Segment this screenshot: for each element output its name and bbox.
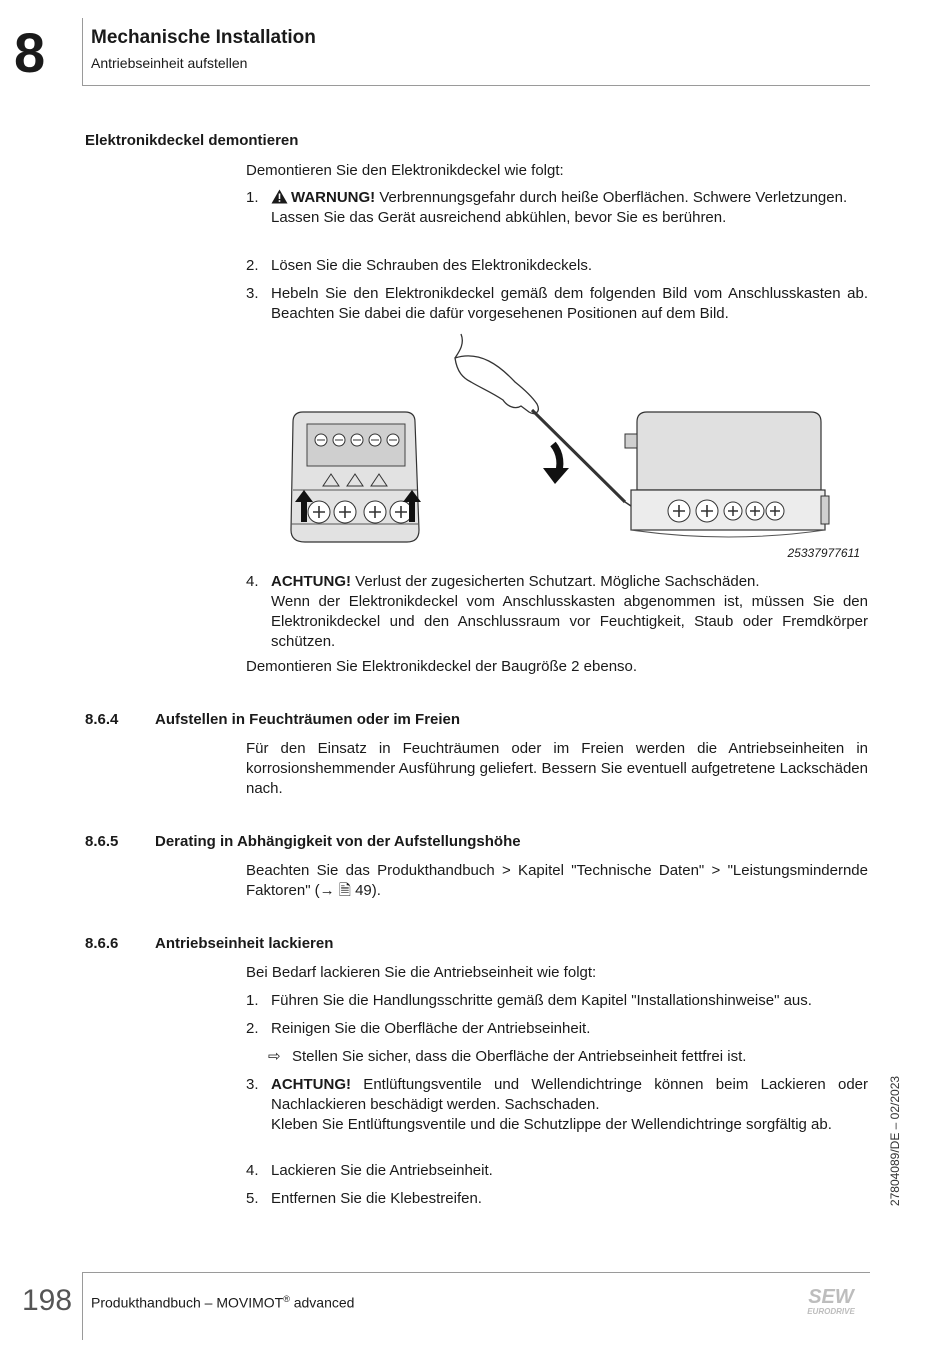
caution-text: Verlust der zugesicherten Schutzart. Mögliche Sachschäden.	[351, 573, 760, 590]
cover-intro: Demontieren Sie den Elektronikdeckel wie folgt:	[246, 162, 564, 179]
warning-triangle-icon	[271, 189, 288, 204]
caution-label: ACHTUNG!	[271, 1076, 351, 1093]
chapter-title: Mechanische Installation	[91, 27, 316, 48]
step-number: 2.	[246, 1020, 259, 1037]
cover-step-4	[246, 572, 868, 652]
step-text: Reinigen Sie die Oberfläche der Antriebseinheit.	[271, 1020, 591, 1037]
footer-divider-horizontal	[82, 1272, 870, 1273]
page-number: 198	[22, 1284, 73, 1317]
caution-label: ACHTUNG!	[271, 573, 351, 590]
svg-text:SEW: SEW	[808, 1286, 854, 1308]
result-text: Stellen Sie sicher, dass die Oberfläche der Antriebseinheit fettfrei ist.	[292, 1048, 747, 1065]
warning-label: WARNUNG!	[291, 189, 376, 206]
section-number-864: 8.6.4	[85, 711, 119, 728]
step-number: 4.	[246, 573, 259, 590]
warning-text: Verbrennungsgefahr durch heiße Oberflächen. Schwere Verletzungen.	[375, 189, 848, 206]
section-title-865: Derating in Abhängigkeit von der Aufstellungshöhe	[155, 833, 521, 850]
cover-closing: Demontieren Sie Elektronikdeckel der Baugröße 2 ebenso.	[246, 658, 638, 675]
warning-instruction: Lassen Sie das Gerät ausreichend abkühlen, bevor Sie es berühren.	[271, 209, 727, 226]
step-text: Führen Sie die Handlungsschritte gemäß dem Kapitel "Installationshinweise" aus.	[271, 992, 812, 1009]
step-text: Entfernen Sie die Klebestreifen.	[271, 1190, 482, 1207]
cover-removal-illustration	[285, 330, 845, 552]
step-number: 1.	[246, 189, 259, 206]
step-number: 2.	[246, 257, 259, 274]
device-front-view	[291, 412, 421, 542]
footer-divider-vertical	[82, 1272, 83, 1340]
section-text-864: Für den Einsatz in Feuchträumen oder im Freien werden die Antriebseinheiten in korrosionshemmender Ausführung geliefert. Bessern Sie eventuell aufgetretene Lackschäden nach.	[246, 740, 868, 797]
section-number-865: 8.6.5	[85, 833, 119, 850]
section-text-865: Beachten Sie das Produkthandbuch > Kapitel "Technische Daten" > "Leistungsmindernde Faktoren" (→ 🗎 49).	[246, 862, 868, 899]
header-divider-horizontal	[82, 85, 870, 86]
section-number-866: 8.6.6	[85, 935, 119, 952]
cover-step-2	[246, 256, 868, 276]
header-divider-vertical	[82, 18, 83, 86]
caution-text: Entlüftungsventile und Wellendichtringe können beim Lackieren oder Nachlackieren beschädigt werden. Sachschaden.	[271, 1076, 868, 1113]
section-title-866: Antriebseinheit lackieren	[155, 935, 334, 952]
paint-step-4	[246, 1161, 868, 1181]
step-text: Lösen Sie die Schrauben des Elektronikdeckels.	[271, 257, 593, 274]
footer-document-title: Produkthandbuch – MOVIMOT® advanced	[91, 1294, 355, 1311]
paint-step-3	[246, 1075, 868, 1135]
paint-step-2	[246, 1019, 868, 1039]
step-number: 3.	[246, 1076, 259, 1093]
step-text: Hebeln Sie den Elektronikdeckel gemäß dem folgenden Bild vom Anschlusskasten ab. Beachten Sie dabei die dafür vorgesehenen Positionen auf dem Bild.	[271, 285, 868, 322]
step-number: 4.	[246, 1162, 259, 1179]
svg-text:EURODRIVE: EURODRIVE	[807, 1307, 855, 1316]
step-number: 3.	[246, 285, 259, 302]
section-intro-866: Bei Bedarf lackieren Sie die Antriebseinheit wie folgt:	[246, 964, 597, 981]
sew-eurodrive-logo	[795, 1283, 867, 1319]
paint-step-2-result	[268, 1047, 746, 1067]
caution-instruction: Kleben Sie Entlüftungsventile und die Schutzlippe der Wellendichtringe sorgfältig ab.	[271, 1116, 832, 1133]
step-number: 5.	[246, 1190, 259, 1207]
cover-step-1	[246, 188, 868, 228]
caution-instruction: Wenn der Elektronikdeckel vom Anschlusskasten abgenommen ist, müssen Sie den Elektronikdeckel und den Anschlussraum vor Feuchtigkeit, Staub oder Fremdkörper schützen.	[271, 593, 868, 650]
section-heading-cover: Elektronikdeckel demontieren	[85, 132, 299, 149]
section-title-864: Aufstellen in Feuchträumen oder im Freien	[155, 711, 461, 728]
document-code: 27804089/DE – 02/2023	[888, 1075, 902, 1207]
cover-step-3	[246, 284, 868, 324]
device-side-view	[625, 412, 829, 537]
hand-screwdriver	[455, 334, 631, 506]
chapter-number: 8	[14, 21, 46, 84]
result-arrow-icon: ⇨	[268, 1048, 281, 1065]
step-text: Lackieren Sie die Antriebseinheit.	[271, 1162, 493, 1179]
figure-id: 25337977611	[787, 546, 860, 560]
paint-step-5	[246, 1189, 868, 1209]
step-number: 1.	[246, 992, 259, 1009]
chapter-subtitle: Antriebseinheit aufstellen	[91, 55, 248, 71]
paint-step-1	[246, 991, 868, 1011]
